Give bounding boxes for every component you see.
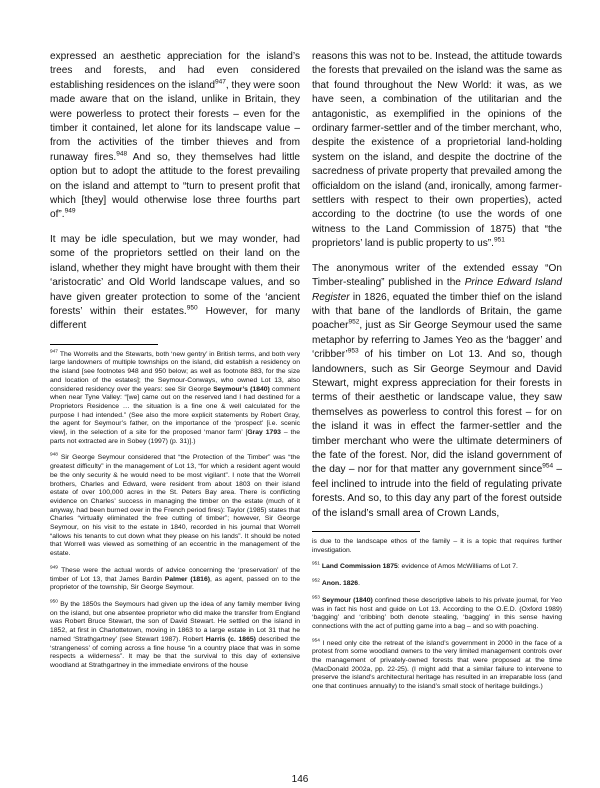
text-run: confined these descriptive labels to his private journal, for Yeo was in fact his host and guide on Lot 13. According to the O.E.D. (Oxford 1989) ‘bagging’ and ‘cribbing’ both denote stealing, ‘bagging’ in this sense having connections with the act of putting game into a bag – and so with poaching.	[312, 596, 563, 630]
footnote-954	[312, 640, 562, 692]
footnote-ref: 951	[493, 236, 505, 244]
text-run: – the parts not extracted are in Sobey (1997) (p. 31)].)	[50, 429, 300, 445]
text-run: By the 1850s the Seymours had given up the idea of any family member living on the island, but one absentee proprietor who did make the transfer from England was Robert Bruce Stewart, the son of David Stewart. He settled on the island in 1852, at first in Charlottetown, moving in 1863 to a large estate in Lot 31 that he named ‘Strathgartney’ (see Stewart 1987). Robert	[50, 601, 300, 643]
text-run: , they were soon made aware that on the island, unlike in Britain, they were powerless to protect their forests – even for the timber it contained, let alone for its landscape value – from the activities of the timber thieves and from runaway fires.	[50, 79, 300, 163]
footnote-947	[50, 351, 300, 447]
footnote-ref: 950	[50, 599, 58, 605]
left-paragraph-2	[50, 233, 300, 334]
footnote-948	[50, 454, 300, 558]
text-run: Sir George Seymour considered that “the Protection of the Timber” was “the greatest difficulty” in the management of Lot 13, “for which a resident agent would be the only security & he would need to be most vigilant”. I note that the Worrell brothers, Charles and Edward, were resident from about 1803 on their island estate of over 100,000 acres in the St. Peters Bay area. There is conflicting evidence on Charles’ success in managing the timber on the estate (much of it anyway, had been burned over in the French period fires): Taylor (1985) states that Charles “virtually eliminated the free cutting of timber”; however, Sir George Seymour, on his visit to the estate in 1840, recorded in his journal that Worrell “allows his tenants to cut down what they please on his lands”. It should be noted that Worrell was viewed as something of an eccentric in the management of the estate.	[50, 454, 300, 558]
left-paragraph-1	[50, 50, 300, 223]
left-main-text	[50, 50, 300, 334]
right-main-text	[312, 50, 562, 521]
text-run: expressed an aesthetic appreciation for the island’s trees and forests, and had even considered establishing residences on the island	[50, 51, 300, 91]
left-column	[50, 50, 300, 671]
footnote-ref: 947	[214, 78, 226, 86]
footnote-ref: 954	[312, 638, 320, 644]
right-paragraph-2	[312, 262, 562, 521]
text-run: I need only cite the retreat of the island’s government in 2000 in the face of a protest from some woodland owners to the very limited management controls over the management of privately-owned forests that were proposed at the time (MacDonald 2002a, pp. 22-25). (I might add that a similar failure to intervene to preserve the island’s architectural heritage has resulted in an irreparable loss (and one that continues annually) to the island’s small stock of heritage buildings.)	[312, 639, 562, 691]
footnote-ref: 953	[347, 347, 359, 355]
text-run: It may be idle speculation, but we may wonder, had some of the proprietors settled on their land on the island, whether they might have brought with them their ‘aristocratic’ and Old World landscape values, and so have given greater protection to some of the ‘ancient forests’ within their estates.	[50, 233, 300, 317]
left-footnotes	[50, 351, 300, 671]
footnote-953	[312, 597, 562, 632]
right-footnotes	[312, 538, 562, 692]
text-run: , as agent, passed on to the proprietor of the township, Sir George Seymour.	[50, 575, 300, 592]
citation-bold: Anon. 1826	[321, 580, 359, 588]
footnote-ref: 954	[542, 463, 554, 471]
text-run: is due to the landscape ethos of the family – it is a topic that requires further investigation.	[312, 538, 562, 554]
text-run: The Worrells and the Stewarts, both ‘new gentry’ in British terms, and both very large landowners of multiple townships on the island, did establish a residency on the island [see footnotes 948 and 950 below; as well as footnote 883, for the size and location of the estates]; the Seymour-Conways, who owned Lot 13, also considered residency over the years: see Sir George	[50, 350, 300, 393]
footnote-ref: 950	[186, 304, 198, 312]
footnote-951	[312, 563, 562, 572]
footnote-ref: 948	[50, 453, 58, 459]
text-run: in 1826, equated the timber thief on the island with that bane of the landlords of Britain, the game poacher	[312, 291, 562, 332]
footnote-ref: 952	[348, 318, 360, 326]
footnote-separator	[50, 344, 158, 345]
citation-bold: Harris (c. 1865)	[205, 635, 256, 643]
citation-bold: Gray 1793	[247, 429, 281, 437]
footnote-950	[50, 601, 300, 671]
text-run: of his timber on Lot 13. And so, though landowners, such as Sir George Seymour and David Stewart, might express appreciation for their forests in terms of their aesthetic or landscape value, they saw themselves as powerless to control this forest – for on the island it was in effect the farmer-settler and the timber merchant who were the ultimate determiners of the fate of the forest. Nor, did the island government of the day – nor for that matter any government since	[312, 349, 562, 476]
footnote-ref: 953	[312, 595, 320, 601]
text-run: And so, they themselves had little option but to adopt the attitude to the forest prevailing on the island and attempt to “turn to present profit that which [they] would otherwise lose three fourths part of”.	[50, 151, 300, 221]
text-run: described the ‘strangeness’ of coming across a fine house “in a country place that was in some respects a wilderness”. It may be that the survival to this day of extensive woodland at Strathgartney in the immediate environs of the house	[50, 635, 300, 669]
citation-bold: Seymour’s (1840)	[213, 385, 270, 393]
footnote-ref: 948	[116, 150, 128, 158]
text-run: : evidence of Amos McWilliams of Lot 7.	[397, 563, 518, 571]
text-run: – feel inclined to intrude into the field of regulating private forests. And so, to this day any part of the forest outside of the island’s small area of Crown Lands,	[312, 464, 562, 519]
right-column	[312, 50, 562, 692]
text-run: These were the actual words of advice concerning the ‘preservation’ of the timber of Lot 13, that James Bardin	[50, 566, 300, 583]
citation-bold: Palmer (1816)	[164, 575, 211, 583]
page-number: 146	[291, 774, 309, 785]
citation-bold: Seymour (1840)	[321, 596, 373, 604]
text-run: However, for many different	[50, 305, 300, 332]
text-run: The anonymous writer of the extended essay “On Timber-stealing” published in the	[312, 262, 562, 289]
footnote-ref: 947	[50, 349, 58, 355]
text-run: , just as Sir George Seymour used the same metaphor by referring to James Yeo as the ‘bagger’ and ‘cribber’	[312, 320, 562, 361]
title-italic: Prince Edward Island Register	[312, 277, 562, 303]
footnote-ref: 951	[312, 562, 320, 568]
footnote-separator	[312, 531, 420, 532]
text-run: reasons this was not to be. Instead, the attitude towards the forests that prevailed on the island was the same as that found throughout the New World: it was, as we have seen, a combination of the utilitarian and the antagonistic, as exemplified in the opinions of the ordinary farmer-settler and of the timber merchant, who, despite the existence of a proprietorial land-holding system on the island, and despite the doctrine of the sacredness of private property that prevailed among the officialdom on the island (and, ironically, among farmer-settlers with respect to their own properties), acted according to the doctrine (to use the words of one witness to the Land Commission of 1875) that “the proprietors’ land is public property to us”.	[312, 51, 562, 250]
right-paragraph-1	[312, 50, 562, 252]
text-run: .	[358, 580, 360, 588]
footnote-ref: 949	[64, 208, 76, 216]
footnote-ref: 949	[50, 565, 58, 571]
citation-bold: Land Commission 1875	[321, 563, 398, 571]
footnote-950-continued	[312, 538, 562, 555]
footnote-952	[312, 580, 562, 589]
footnote-ref: 952	[312, 578, 320, 584]
text-run: comment when near Tyne Valley: “[we] came out on the reserved land I had destined for a Proprietors Residence … the situation is a fine one & well calculated for the purpose I had intended.” (See also the more explicit statements by Robert Gray, the agent for Seymour’s father, on the importance of the ‘prospect’ [i.e. scenic view], in the selection of a site for the proposed ‘manor farm’ [	[50, 385, 300, 437]
footnote-949	[50, 567, 300, 593]
